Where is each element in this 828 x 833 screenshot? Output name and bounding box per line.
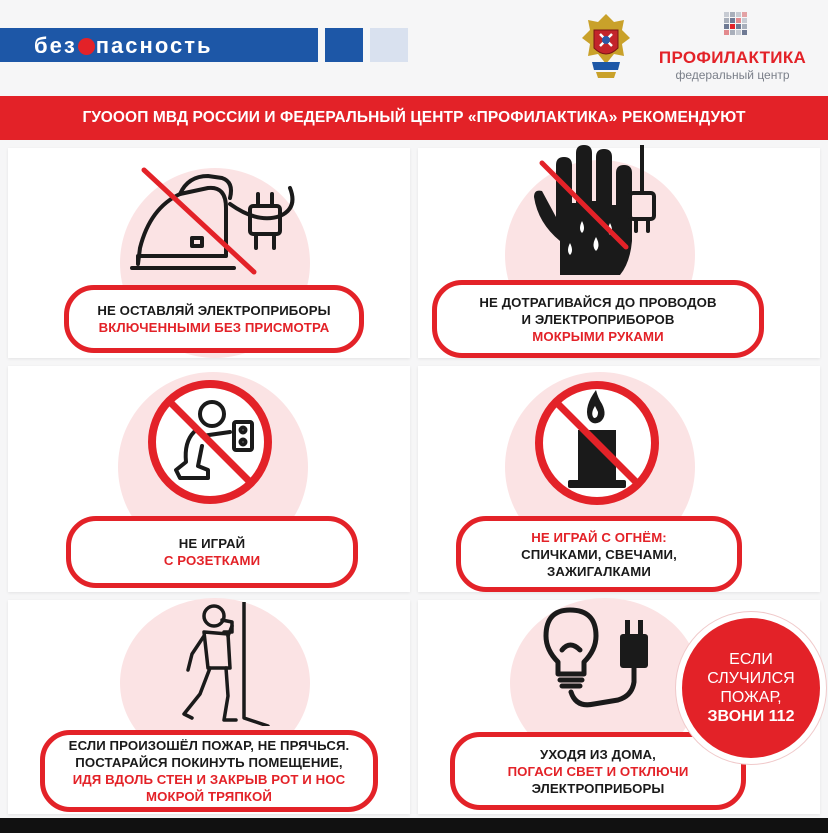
org-name: ПРОФИЛАКТИКА: [658, 48, 807, 67]
bulb-plug-icon: [540, 604, 660, 720]
org-subtitle: федеральный центр: [675, 68, 790, 82]
card-5-caption: [40, 730, 378, 812]
card-4-line2: СПИЧКАМИ, СВЕЧАМИ,: [521, 546, 677, 562]
card-5-line1: ЕСЛИ ПРОИЗОШЁЛ ПОЖАР, НЕ ПРЯЧЬСЯ.: [68, 738, 350, 753]
brand-text-start: без: [34, 33, 77, 58]
card-2-line3: МОКРЫМИ РУКАМИ: [532, 328, 664, 344]
card-4-caption: [456, 516, 742, 592]
brand-text-end: пасность: [95, 33, 213, 58]
wet-hand-plug-icon: [530, 145, 680, 280]
brand-bar-block: [325, 28, 363, 62]
card-1-line1: НЕ ОСТАВЛЯЙ ЭЛЕКТРОПРИБОРЫ: [97, 303, 331, 318]
card-1-line2: ВКЛЮЧЕННЫМИ БЕЗ ПРИСМОТРА: [98, 320, 330, 335]
person-escape-icon: [170, 602, 274, 726]
card-3-caption: [66, 516, 358, 588]
card-2-line1: НЕ ДОТРАГИВАЙСЯ ДО ПРОВОДОВ: [479, 294, 717, 310]
card-2-caption: [432, 280, 764, 358]
card-2-line2: И ЭЛЕКТРОПРИБОРОВ: [521, 311, 675, 327]
child-socket-icon: [146, 378, 274, 506]
card-1-caption: [64, 285, 364, 353]
emergency-line1: ЕСЛИ: [729, 651, 773, 668]
card-3-line1: НЕ ИГРАЙ: [178, 536, 246, 551]
bottom-strip: [0, 818, 828, 833]
candle-icon: [532, 378, 662, 508]
card-5-line4: МОКРОЙ ТРЯПКОЙ: [146, 789, 272, 804]
card-4-line1: НЕ ИГРАЙ С ОГНЁМ:: [531, 529, 667, 545]
card-4-line3: ЗАЖИГАЛКАМИ: [547, 563, 651, 579]
mvd-emblem-icon: [580, 12, 632, 82]
brand-bar-block-light: [370, 28, 408, 62]
brand-logo-text: [34, 34, 213, 58]
emergency-call-badge: [676, 612, 826, 764]
card-6-line3: ЭЛЕКТРОПРИБОРЫ: [531, 780, 665, 796]
emergency-line3: ПОЖАР,: [720, 689, 782, 706]
brand-o-icon: [78, 38, 95, 55]
card-5-line3: ИДЯ ВДОЛЬ СТЕН И ЗАКРЫВ РОТ И НОС: [72, 772, 346, 787]
unattended-iron-icon: [130, 164, 310, 276]
banner-title: ГУОООП МВД РОССИИ И ФЕДЕРАЛЬНЫЙ ЦЕНТР «ПРОФИЛАКТИКА» РЕКОМЕНДУЮТ: [82, 109, 746, 126]
card-3-line2: С РОЗЕТКАМИ: [163, 553, 261, 568]
profilaktika-logo-icon: [724, 12, 748, 40]
card-5-line2: ПОСТАРАЙСЯ ПОКИНУТЬ ПОМЕЩЕНИЕ,: [75, 755, 343, 770]
card-6-line2: ПОГАСИ СВЕТ И ОТКЛЮЧИ: [507, 763, 689, 779]
emergency-call-number: ЗВОНИ 112: [707, 708, 795, 725]
card-6-line1: УХОДЯ ИЗ ДОМА,: [540, 746, 656, 762]
emergency-line2: СЛУЧИЛСЯ: [707, 670, 795, 687]
